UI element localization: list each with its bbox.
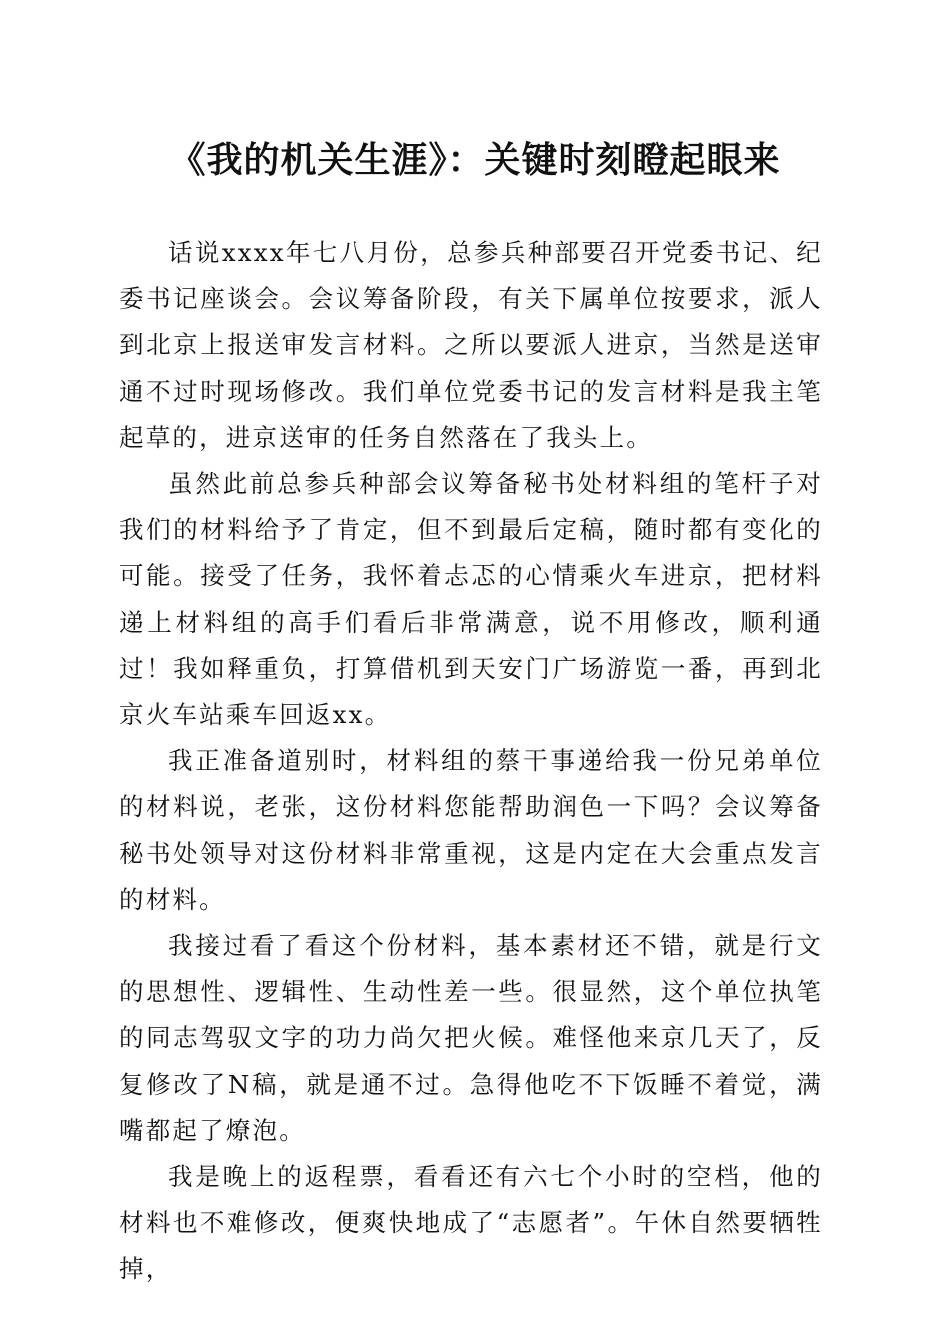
paragraph: 我是晚上的返程票，看看还有六七个小时的空档，他的材料也不难修改，便爽快地成了“志愿者”。午休自然要牺牲掉， (119, 1162, 823, 1284)
document-title: 《我的机关生涯》：关键时刻瞪起眼来 (169, 139, 781, 181)
paragraph: 我接过看了看这个份材料，基本素材还不错，就是行文的思想性、逻辑性、生动性差一些。很显然，这个单位执笔的同志驾驭文字的功力尚欠把火候。难怪他来京几天了，反复修改了N稿，就是通不过。急得他吃不下饭睡不着觉，满嘴都起了燎泡。 (119, 931, 823, 1145)
paragraph: 虽然此前总参兵种部会议筹备秘书处材料组的笔杆子对我们的材料给予了肯定，但不到最后定稿，随时都有变化的可能。接受了任务，我怀着忐忑的心情乘火车进京，把材料递上材料组的高手们看后非常满意，说不用修改，顺利通过！我如释重负，打算借机到天安门广场游览一番，再到北京火车站乘车回返xx。 (119, 469, 823, 730)
document-body (119, 230, 823, 1293)
paragraph: 话说xxxx年七八月份，总参兵种部要召开党委书记、纪委书记座谈会。会议筹备阶段，有关下属单位按要求，派人到北京上报送审发言材料。之所以要派人进京，当然是送审通不过时现场修改。我们单位党委书记的发言材料是我主笔起草的，进京送审的任务自然落在了我头上。 (119, 238, 823, 452)
paragraph: 我正准备道别时，材料组的蔡干事递给我一份兄弟单位的材料说，老张，这份材料您能帮助润色一下吗？会议筹备秘书处领导对这份材料非常重视，这是内定在大会重点发言的材料。 (119, 746, 823, 914)
